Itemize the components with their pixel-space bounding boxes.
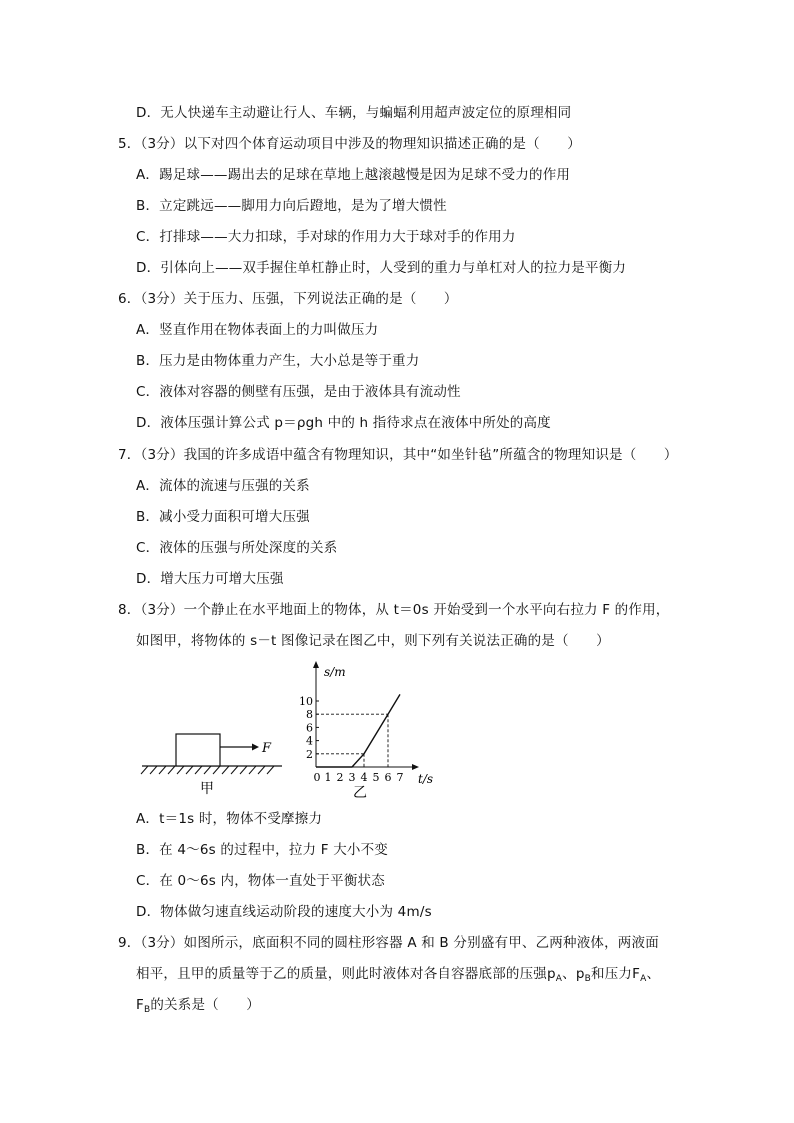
label-jia: 甲 [200,781,214,797]
q5-option-b: B．立定跳远——脚用力向后蹬地，是为了增大惯性 [136,198,447,214]
x-tick-label: 4 [360,771,368,784]
hatch-mark [231,766,238,774]
y-tick-label: 2 [306,747,313,761]
x-tick-labels [314,771,404,784]
q8-stem-cont: 如图甲，将物体的 s－t 图像记录在图乙中，则下列有关说法正确的是（ ） [136,633,610,649]
sep: 、 [646,966,661,982]
x-tick-label: 0 [313,771,321,784]
q9-stem-cont [136,964,660,984]
q9-FA [632,966,646,982]
x-tick-label: 7 [396,771,404,784]
q6-option-a: A．竖直作用在物体表面上的力叫做压力 [136,322,379,338]
q9-text-1: 相平，且甲的质量等于乙的质量，则此时液体对各自容器底部的压强 [136,966,547,982]
q7-option-b: B．减小受力面积可增大压强 [136,509,310,525]
sub-a: A [555,974,563,984]
label-yi: 乙 [353,785,367,801]
hatch-mark [159,766,166,774]
q9-text-3: 的关系是（ ） [150,997,260,1013]
x-tick-label: 6 [384,771,392,784]
sym-p: p [575,966,585,982]
q8-figure [140,660,440,802]
s-t-curve [316,694,400,767]
q8-option-d: D．物体做匀速直线运动阶段的速度大小为 4m/s [136,904,432,920]
sub-b: B [584,974,591,984]
force-arrowhead [252,744,259,751]
q5-option-c: C．打排球——大力扣球，手对球的作用力大于球对手的作用力 [136,229,516,245]
x-tick-label: 1 [324,771,332,784]
hatch-mark [195,766,202,774]
hatch-mark [240,766,247,774]
q6-option-d: D．液体压强计算公式 p＝ρgh 中的 h 指待求点在液体中所处的高度 [136,415,551,431]
sym-p: p [547,966,556,982]
hatch-mark [141,766,148,774]
q6-option-c: C．液体对容器的侧壁有压强，是由于液体具有流动性 [136,384,461,400]
x-tick-label: 5 [372,771,380,784]
force-label: F [262,741,272,756]
sub-a: A [640,974,647,984]
block [176,734,220,766]
q5-option-d: D．引体向上——双手握住单杠静止时，人受到的重力与单杠对人的拉力是平衡力 [136,260,627,276]
hatch-mark [222,766,229,774]
q9-pB [576,966,591,982]
q6-option-b: B．压力是由物体重力产生，大小总是等于重力 [136,353,420,369]
sep: 、 [562,966,576,982]
q9-stem: 9．（3分）如图所示，底面积不同的圆柱形容器 A 和 B 分别盛有甲、乙两种液体，两液面 [118,935,659,951]
q5-stem: 5．（3分）以下对四个体育运动项目中涉及的物理知识描述正确的是（ ） [118,136,581,152]
hatch-mark [258,766,265,774]
q9-text-2: 和压力 [591,966,633,982]
q4-option-d: D．无人快递车主动避让行人、车辆，与蝙蝠利用超声波定位的原理相同 [136,105,572,121]
figure-yi [299,661,433,801]
hatch-mark [204,766,211,774]
hatch-mark [177,766,184,774]
q5-option-a: A．踢足球——踢出去的足球在草地上越滚越慢是因为足球不受力的作用 [136,167,571,183]
y-tick-label: 4 [306,734,313,748]
y-axis-arrowhead [313,661,319,668]
hatch-mark [168,766,175,774]
hatch-mark [249,766,256,774]
y-tick-label: 6 [306,721,313,735]
sym-f: F [632,966,641,982]
q7-option-d: D．增大压力可增大压强 [136,571,284,587]
x-tick-label: 2 [336,771,344,784]
y-tick-label: 8 [306,708,313,722]
q7-option-c: C．液体的压强与所处深度的关系 [136,540,338,556]
q9-stem-cont2 [136,995,260,1015]
q8-option-a: A．t＝1s 时，物体不受摩擦力 [136,811,323,827]
q8-stem: 8．（3分）一个静止在水平地面上的物体，从 t＝0s 开始受到一个水平向右拉力 F 的作用， [118,602,670,618]
x-tick-label: 3 [348,771,356,784]
sym-f: F [136,997,144,1013]
sub-b: B [143,1005,151,1015]
x-axis-label: t/s [418,772,434,786]
y-axis-label: s/m [324,665,346,679]
x-axis-arrowhead [412,764,419,770]
q9-pA [547,966,562,982]
q7-stem: 7．（3分）我国的许多成语中蕴含有物理知识，其中“如坐针毡”所蕴含的物理知识是（ ） [118,447,678,463]
y-tick-label: 10 [299,695,313,708]
hatch-mark [267,766,274,774]
hatch-mark [186,766,193,774]
q6-stem: 6．（3分）关于压力、压强，下列说法正确的是（ ） [118,291,458,307]
q8-option-c: C．在 0～6s 内，物体一直处于平衡状态 [136,873,385,889]
q7-option-a: A．流体的流速与压强的关系 [136,478,310,494]
q9-FB [136,997,150,1013]
ground-hatch [141,766,274,774]
hatch-mark [213,766,220,774]
guide-lines [316,714,388,767]
hatch-mark [150,766,157,774]
q8-option-b: B．在 4～6s 的过程中，拉力 F 大小不变 [136,842,389,858]
figure-jia [141,734,282,797]
